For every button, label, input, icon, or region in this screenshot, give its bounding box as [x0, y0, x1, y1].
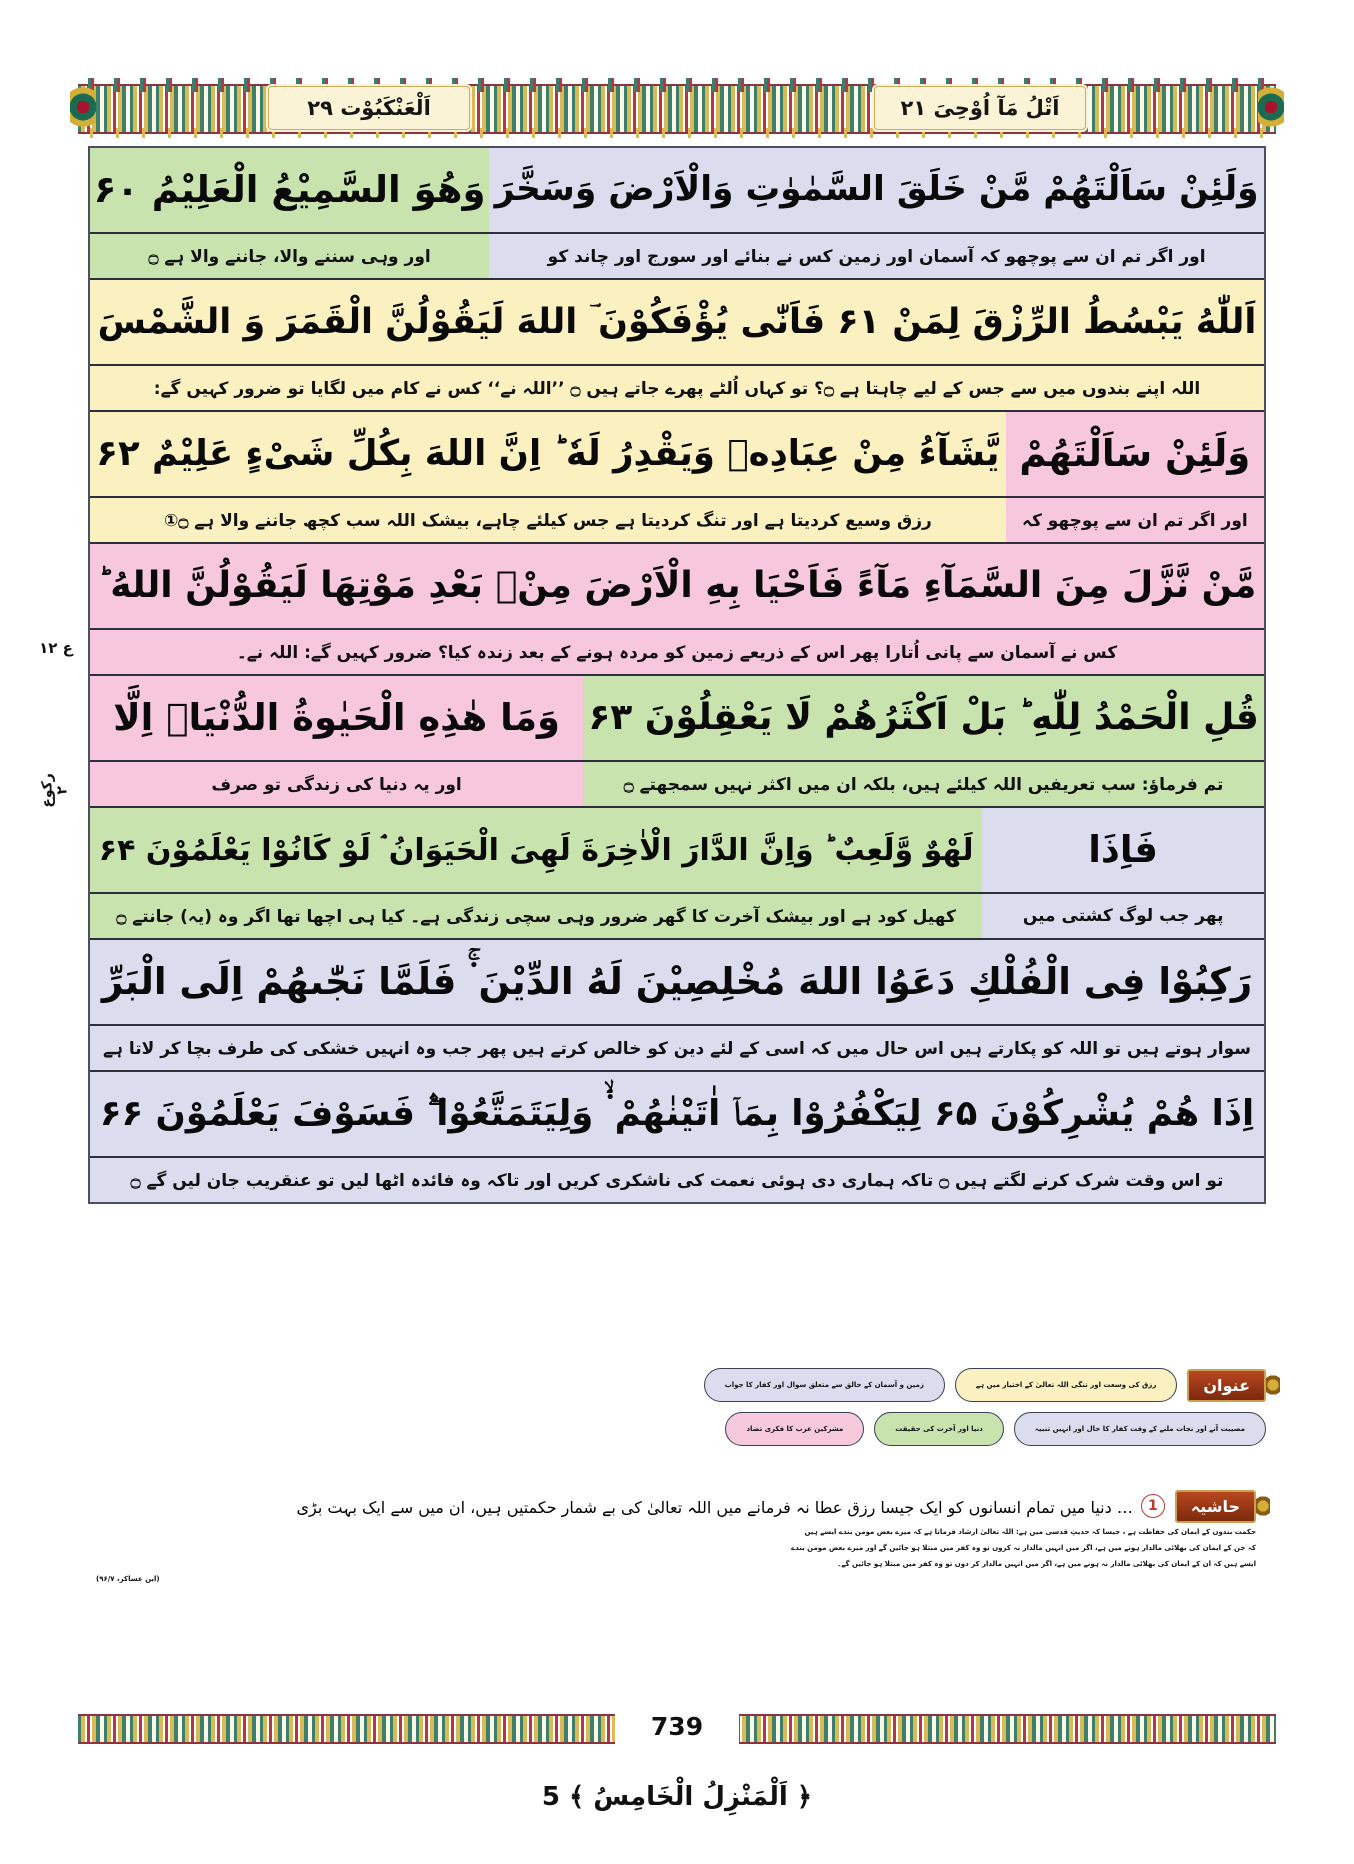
ayah-row: [90, 280, 1264, 366]
page-number: 739: [615, 1706, 739, 1746]
topic-tag[interactable]: مصیبت آنے اور نجات ملنے کے وقت کفار کا حال اور انہیں تنبیہ: [1014, 1412, 1266, 1446]
ayah-segment: [1006, 412, 1264, 496]
ayah-row: [90, 676, 1264, 762]
translation-row: [90, 630, 1264, 676]
translation-segment: [90, 1158, 1264, 1202]
ayah-segment: [90, 148, 489, 232]
arabic-ayah-text: مَّنْ نَّزَّلَ مِنَ السَّمَآءِ مَآءً فَاَحْیَا بِهِ الْاَرْضَ مِنْۢ بَعْدِ مَوْتِهَا لَیَقُوْلُنَّ اللهُ ؕ: [97, 565, 1257, 606]
translation-segment: [90, 234, 489, 278]
arabic-ayah-text: یَّشَآءُ مِنْ عِبَادِهٖ وَیَقْدِرُ لَهٗ ؕ اِنَّ اللهَ بِكُلِّ شَیْءٍ عَلِیْمٌ ۶۲: [96, 433, 1000, 475]
footnote-line: ایسے ہیں کہ ان کے ایمان کی بھلائی مالدار نہ ہونے میں ہے، اگر میں انہیں مالدار کر دوں تو وہ کفر میں مبتلا ہو جائیں گے۔: [837, 1559, 1256, 1568]
footnote-header: [1141, 1490, 1256, 1523]
manzil-label: ﴿ اَلْمَنْزِلُ الْخَامِسُ ﴾ 5: [541, 1782, 813, 1812]
translation-segment: [1006, 498, 1264, 542]
footnote-line: کہ جن کے ایمان کی بھلائی مالدار ہونے میں ہے، اگر میں انہیں مالدار نہ کروں تو وہ کفر میں مبتلا ہو جائیں گے اور میرے بعض مومن بندے: [791, 1543, 1256, 1552]
ayah-segment: [90, 676, 583, 760]
urdu-translation-text: رزق وسیع کردیتا ہے اور تنگ کردیتا ہے جس کیلئے چاہے، بیشک اللہ سب کچھ جاننے والا ہے ۝①: [163, 510, 932, 531]
translation-segment: [90, 366, 1264, 410]
urdu-translation-text: کس نے آسمان سے پانی اُتارا پھر اس کے ذریعے زمین کو مردہ ہونے کے بعد زندہ کیا؟ ضرور کہیں گے: اللہ نے۔: [236, 642, 1118, 663]
ayah-segment: [90, 940, 1264, 1024]
ayah-segment: [90, 280, 1264, 364]
ayah-row: [90, 940, 1264, 1026]
ayah-segment: [583, 676, 1264, 760]
urdu-translation-text: سوار ہوتے ہیں تو اللہ کو پکارتے ہیں اس حال میں کہ اسی کے لئے دین کو خالص کرتے ہیں پھر جب وہ انہیں خشکی کی طرف بچا کر لاتا ہے: [103, 1038, 1251, 1059]
arabic-ayah-text: وَهُوَ السَّمِیْعُ الْعَلِیْمُ ۶۰: [93, 168, 486, 212]
ayah-row: [90, 544, 1264, 630]
arabic-ayah-text: اِذَا هُمْ یُشْرِكُوْنَ ۶۵ لِیَكْفُرُوْا بِمَاۤ اٰتَیْنٰهُمْ ۬ۙ وَلِیَتَمَتَّعُوْا ۫ۖ فَسَوْفَ یَعْلَمُوْنَ ۶۶: [99, 1093, 1255, 1135]
translation-segment: [90, 1026, 1264, 1070]
translation-row: [90, 234, 1264, 280]
ayah-text-block: [88, 146, 1266, 1204]
translation-row: [90, 1158, 1264, 1202]
translation-segment: [982, 894, 1264, 938]
arabic-ayah-text: رَكِبُوْا فِی الْفُلْكِ دَعَوُا اللهَ مُخْلِصِیْنَ لَهُ الدِّیْنَ ۬ۚ فَلَمَّا نَجّٰىهُمْ اِلَى الْبَرِّ: [101, 960, 1253, 1004]
urdu-translation-text: اور اگر تم ان سے پوچھو کہ: [1022, 510, 1248, 531]
topic-tags-row-2: [88, 1412, 1266, 1446]
ruku-marker: ع ١٢: [39, 639, 73, 657]
translation-segment: [90, 762, 583, 806]
ayah-row: [90, 412, 1264, 498]
arabic-ayah-text: وَمَا هٰذِهِ الْحَیٰوةُ الدُّنْیَاۤ اِلَّا: [113, 696, 560, 740]
arabic-ayah-text: وَلَئِنْ سَاَلْتَهُمْ مَّنْ خَلَقَ السَّمٰوٰتِ وَالْاَرْضَ وَسَخَّرَ: [494, 169, 1259, 210]
ornament-strip-top: [78, 84, 1276, 134]
urdu-translation-text: اور یہ دنیا کی زندگی تو صرف: [211, 774, 462, 795]
ayah-segment: [90, 1072, 1264, 1156]
translation-segment: [90, 894, 982, 938]
topic-tags-row-1: [88, 1368, 1266, 1402]
ayah-segment: [90, 544, 1264, 628]
topic-tag[interactable]: زمین و آسمان کے خالق سے متعلق سوال اور کفار کا جواب: [704, 1368, 945, 1402]
page-header-ornament: [78, 78, 1276, 136]
footnote-section: [96, 1490, 1256, 1588]
topic-tag[interactable]: رزق کی وسعت اور تنگی اللہ تعالیٰ کے اختیار میں ہے: [955, 1368, 1177, 1402]
surah-name-cartouche: اَلْعَنْكَبُوْت ٢٩: [268, 86, 470, 130]
ornament-corner-right-icon: [1258, 82, 1284, 132]
topic-tag[interactable]: دنیا اور آخرت کی حقیقت: [874, 1412, 1004, 1446]
footnote-number: 1: [1141, 1494, 1165, 1518]
urdu-translation-text: تم فرماؤ: سب تعریفیں اللہ کیلئے ہیں، بلکہ ان میں اکثر نہیں سمجھتے ۝: [623, 774, 1224, 795]
topic-tags-section: [88, 1368, 1266, 1456]
ayah-row: [90, 808, 1264, 894]
footnote-reference: (ابن عساکر، ۹۶/۷): [96, 1575, 160, 1584]
arabic-ayah-text: لَهْوٌ وَّلَعِبٌ ؕ وَاِنَّ الدَّارَ الْاٰخِرَةَ لَهِیَ الْحَیَوَانُ ۘ لَوْ كَانُوْا یَعْلَمُوْنَ ۶۴: [98, 832, 974, 868]
ayah-segment: [90, 808, 982, 892]
topic-tag[interactable]: مشرکین عرب کا فکری تضاد: [725, 1412, 864, 1446]
ayah-row: [90, 148, 1264, 234]
translation-segment: [90, 498, 1006, 542]
translation-row: [90, 762, 1264, 808]
ayah-segment: [982, 808, 1264, 892]
page-footer-ornament: [78, 1706, 1276, 1746]
topic-badge: عنوان: [1187, 1369, 1266, 1402]
urdu-translation-text: پھر جب لوگ کشتی میں: [1022, 906, 1224, 926]
urdu-translation-text: تو اس وقت شرک کرنے لگتے ہیں ۝ تاکہ ہماری دی ہوئی نعمت کی ناشکری کریں اور تاکہ وہ فائدہ اٹھا لیں تو عنقریب جان لیں گے ۝: [130, 1170, 1224, 1191]
arabic-ayah-text: قُلِ الْحَمْدُ لِلّٰهِ ؕ بَلْ اَكْثَرُهُمْ لَا یَعْقِلُوْنَ ۶۳: [588, 697, 1259, 738]
footnote-line: حکمت بندوں کے ایمان کی حفاظت ہے ، جیسا کہ حدیثِ قدسی میں ہے: اللہ تعالیٰ ارشاد فرماتا ہے کہ میرے بعض مومن بندے ایسے ہیں: [804, 1528, 1256, 1536]
footnote-badge: حاشیہ: [1175, 1490, 1256, 1523]
urdu-translation-text: اور وہی سننے والا، جاننے والا ہے ۝: [148, 246, 431, 267]
translation-row: [90, 894, 1264, 940]
arabic-ayah-text: وَلَئِنْ سَاَلْتَهُمْ: [1019, 432, 1251, 476]
ornament-corner-left-icon: [70, 82, 96, 132]
ayah-segment: [90, 412, 1006, 496]
urdu-translation-text: اللہ اپنے بندوں میں سے جس کے لیے چاہتا ہے ۝؟ تو کہاں اُلٹے پھرے جاتے ہیں ۝ ’’اللہ نے‘‘ کس نے کام میں لگایا تو ضرور کہیں گے:: [153, 378, 1201, 399]
arabic-ayah-text: اَللّٰهُ یَبْسُطُ الرِّزْقَ لِمَنْ ۶۱ فَاَنّٰی یُؤْفَكُوْنَ ؔ اللهَ لَیَقُوْلُنَّ الْقَمَرَ وَ الشَّمْسَ: [97, 301, 1257, 342]
translation-row: [90, 1026, 1264, 1072]
urdu-translation-text: کھیل کود ہے اور بیشک آخرت کا گھر ضرور وہی سچی زندگی ہے۔ کیا ہی اچھا تھا اگر وہ (یہ) جانتے ۝: [116, 906, 956, 927]
juz-name-cartouche: اَتْلُ مَآ اُوْحِیَ ٢١: [874, 86, 1086, 130]
translation-segment: [583, 762, 1264, 806]
ruku-label-marker: رکوع ۲: [39, 773, 71, 808]
ayah-segment: [489, 148, 1264, 232]
urdu-translation-text: اور اگر تم ان سے پوچھو کہ آسمان اور زمین کس نے بنائے اور سورج اور چاند کو: [547, 246, 1206, 267]
translation-segment: [489, 234, 1264, 278]
footnote-body: [96, 1525, 1256, 1588]
translation-row: [90, 498, 1264, 544]
translation-row: [90, 366, 1264, 412]
footnote-first-row: [96, 1490, 1256, 1525]
ayah-row: [90, 1072, 1264, 1158]
footnote-line: … دنیا میں تمام انسانوں کو ایک جیسا رزق عطا نہ فرمانے میں اللہ تعالیٰ کی بے شمار حکمتیں ہیں، ان میں سے ایک بہت بڑی: [296, 1498, 1133, 1517]
arabic-ayah-text: فَاِذَا: [1088, 828, 1159, 872]
translation-segment: [90, 630, 1264, 674]
